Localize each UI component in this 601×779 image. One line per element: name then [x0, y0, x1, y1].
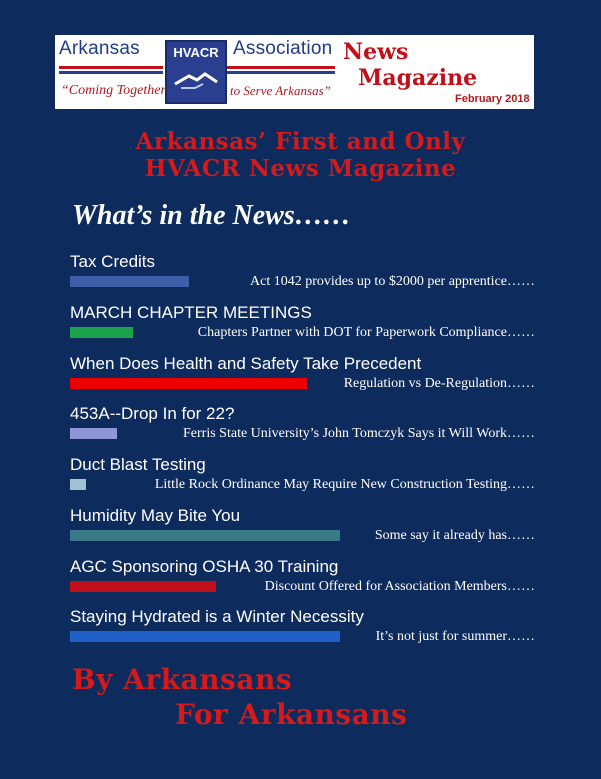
headline-line-1: Arkansas’ First and Only — [135, 128, 466, 155]
item-title[interactable]: MARCH CHAPTER MEETINGS — [70, 303, 312, 322]
item-detail-row — [70, 477, 535, 493]
headline-line-2: HVACR News Magazine — [144, 155, 457, 182]
stripe-red-right — [227, 66, 335, 69]
list-item[interactable] — [70, 354, 535, 392]
item-description: Ferris State University’s John Tomczyk Says it Will Work…… — [183, 426, 535, 441]
magazine-title: Magazine — [358, 65, 478, 91]
item-title[interactable]: Duct Blast Testing — [70, 455, 206, 474]
item-title[interactable]: When Does Health and Safety Take Precedent — [70, 354, 422, 373]
item-description: Chapters Partner with DOT for Paperwork Compliance…… — [197, 325, 535, 340]
item-title[interactable]: Humidity May Bite You — [70, 506, 241, 525]
item-color-bar — [70, 581, 216, 592]
item-detail-row — [70, 325, 535, 341]
masthead — [55, 35, 534, 109]
list-item[interactable] — [70, 607, 535, 645]
footer-line-2: For Arkansans — [175, 698, 408, 731]
tagline-right: to Serve Arkansas” — [230, 83, 331, 98]
item-title[interactable]: Tax Credits — [70, 252, 156, 271]
section-title: What’s in the News…… — [72, 200, 351, 231]
list-item[interactable] — [70, 303, 535, 341]
list-item[interactable] — [70, 252, 535, 290]
item-color-bar — [70, 327, 133, 338]
item-color-bar — [70, 631, 340, 642]
item-detail-row — [70, 528, 535, 544]
logo-left-text: Arkansas — [59, 38, 140, 59]
logo-mid-text: HVACR — [173, 45, 219, 60]
stripe-blue-right — [227, 71, 335, 74]
edition-date: February 2018 — [455, 93, 530, 105]
list-item[interactable] — [70, 455, 535, 493]
item-detail-row — [70, 376, 535, 392]
item-description: Act 1042 provides up to $2000 per apprentice…… — [250, 274, 535, 289]
item-description: Some say it already has…… — [374, 528, 535, 543]
news-title: News — [343, 39, 409, 65]
item-color-bar — [70, 530, 340, 541]
tagline-left: “Coming Together — [61, 83, 166, 98]
item-color-bar — [70, 378, 307, 389]
association-logo — [55, 35, 340, 109]
list-item[interactable] — [70, 404, 535, 442]
item-color-bar — [70, 428, 117, 439]
item-detail-row — [70, 426, 535, 442]
handshake-icon — [167, 62, 225, 102]
footer-line-1: By Arkansans — [72, 663, 293, 696]
item-title[interactable]: 453A--Drop In for 22? — [70, 404, 235, 423]
list-item[interactable] — [70, 506, 535, 544]
item-title[interactable]: AGC Sponsoring OSHA 30 Training — [70, 557, 339, 576]
item-color-bar — [70, 276, 189, 287]
item-title[interactable]: Staying Hydrated is a Winter Necessity — [70, 607, 364, 626]
item-description: Discount Offered for Association Members…… — [264, 579, 535, 594]
item-description: It’s not just for summer…… — [375, 629, 535, 644]
arkansas-map-icon — [165, 40, 227, 104]
logo-right-text: Association — [233, 38, 333, 59]
item-description: Regulation vs De-Regulation…… — [343, 376, 535, 391]
item-detail-row — [70, 274, 535, 290]
stripe-red-left — [59, 66, 163, 69]
item-detail-row — [70, 629, 535, 645]
stripe-blue-left — [59, 71, 163, 74]
list-item[interactable] — [70, 557, 535, 595]
item-detail-row — [70, 579, 535, 595]
item-description: Little Rock Ordinance May Require New Construction Testing…… — [154, 477, 535, 492]
item-color-bar — [70, 479, 86, 490]
